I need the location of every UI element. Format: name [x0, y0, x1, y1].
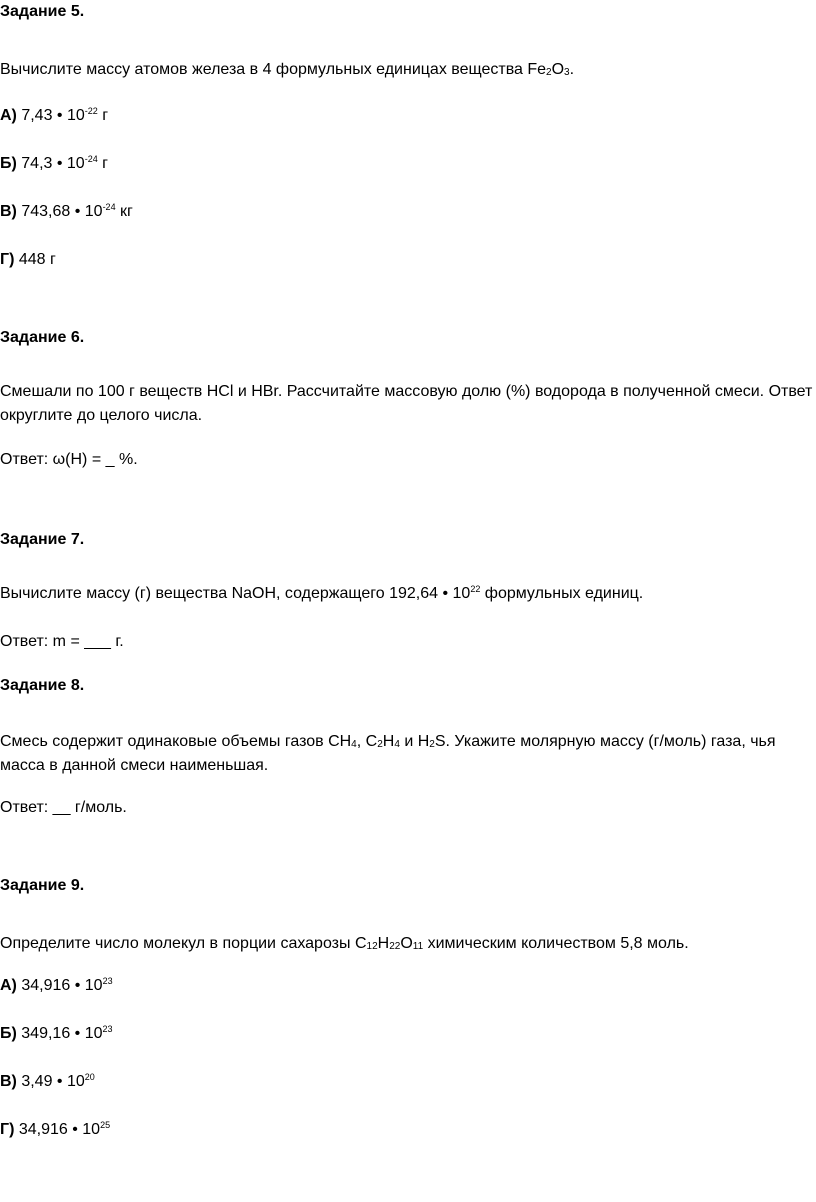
- task8-question-text: Смесь содержит одинаковые объемы газов CH: [0, 733, 352, 750]
- task8-question-text: , C: [356, 733, 378, 750]
- exponent: 23: [102, 1024, 113, 1034]
- task8-question-line1: [0, 732, 776, 752]
- subscript: 2: [377, 739, 383, 750]
- task5-option-a[interactable]: [0, 106, 108, 126]
- task7-title: Задание 7.: [0, 531, 85, 548]
- exponent: 22: [470, 584, 481, 594]
- task6-question-line2: округлите до целого числа.: [0, 407, 203, 424]
- task8-question-text: и H: [399, 733, 430, 750]
- task9-option-b[interactable]: [0, 1024, 113, 1044]
- task5-option-d[interactable]: [0, 250, 56, 270]
- task9-option-c[interactable]: [0, 1072, 95, 1092]
- task7-question: [0, 584, 643, 604]
- subscript: 22: [389, 941, 401, 952]
- exponent: -22: [84, 106, 98, 116]
- task8-question-text: S. Укажите молярную массу (г/моль) газа, чья: [434, 733, 776, 750]
- task9-question-text: химическим количеством 5,8 моль.: [423, 935, 689, 952]
- exponent: 23: [102, 976, 113, 986]
- task6-answer: Ответ: ω(H) = _ %.: [0, 451, 138, 468]
- task9-question: [0, 934, 689, 954]
- task9-title: Задание 9.: [0, 877, 85, 894]
- task9-option-d[interactable]: [0, 1120, 110, 1140]
- subscript: 4: [351, 739, 357, 750]
- task5-question: [0, 60, 574, 80]
- option-text: 3,49 • 10: [16, 1073, 85, 1090]
- option-unit: г: [97, 155, 108, 172]
- subscript: 12: [366, 941, 378, 952]
- option-text: 34,916 • 10: [14, 1121, 101, 1138]
- task9-question-text: O: [400, 935, 413, 952]
- option-letter: Б): [0, 155, 17, 172]
- task9-option-a[interactable]: [0, 976, 113, 996]
- subscript: 11: [412, 941, 424, 952]
- task6-title: Задание 6.: [0, 329, 85, 346]
- subscript: 4: [394, 739, 400, 750]
- task7-answer: Ответ: m = ___ г.: [0, 633, 124, 650]
- task5-question-text: .: [569, 61, 575, 78]
- option-text: 349,16 • 10: [16, 1025, 103, 1042]
- exponent: -24: [102, 202, 116, 212]
- option-letter: Г): [0, 1121, 15, 1138]
- option-letter: Б): [0, 1025, 17, 1042]
- option-unit: кг: [115, 203, 133, 220]
- task8-question-line2: масса в данной смеси наименьшая.: [0, 757, 269, 774]
- option-text: 448 г: [14, 251, 56, 268]
- task8-answer: Ответ: __ г/моль.: [0, 799, 127, 816]
- exponent: 20: [84, 1072, 95, 1082]
- option-letter: В): [0, 1073, 17, 1090]
- exponent: 25: [100, 1120, 111, 1130]
- subscript: 2: [429, 739, 435, 750]
- task8-title: Задание 8.: [0, 677, 85, 694]
- task9-question-text: H: [377, 935, 390, 952]
- task5-option-b[interactable]: [0, 154, 108, 174]
- option-unit: г: [97, 107, 109, 124]
- option-text: 34,916 • 10: [16, 977, 103, 994]
- option-letter: Г): [0, 251, 15, 268]
- task5-question-text: Вычислите массу атомов железа в 4 формульных единицах вещества Fe: [0, 61, 547, 78]
- subscript: 2: [546, 67, 552, 78]
- option-text: 7,43 • 10: [16, 107, 85, 124]
- task5-title: Задание 5.: [0, 3, 85, 20]
- task8-question-text: H: [382, 733, 395, 750]
- option-letter: В): [0, 203, 17, 220]
- task7-question-text: Вычислите массу (г) вещества NaOH, содержащего 192,64 • 10: [0, 585, 471, 602]
- task5-question-text: O: [551, 61, 565, 78]
- subscript: 3: [564, 67, 570, 78]
- task9-question-text: Определите число молекул в порции сахарозы C: [0, 935, 367, 952]
- option-text: 743,68 • 10: [16, 203, 103, 220]
- exponent: -24: [84, 154, 98, 164]
- task7-question-text: формульных единиц.: [480, 585, 644, 602]
- option-letter: А): [0, 977, 17, 994]
- task6-question-line1: Смешали по 100 г веществ HCl и HBr. Рассчитайте массовую долю (%) водорода в полученной смеси. Ответ: [0, 383, 813, 400]
- option-letter: А): [0, 107, 17, 124]
- option-text: 74,3 • 10: [16, 155, 85, 172]
- task5-option-c[interactable]: [0, 202, 133, 222]
